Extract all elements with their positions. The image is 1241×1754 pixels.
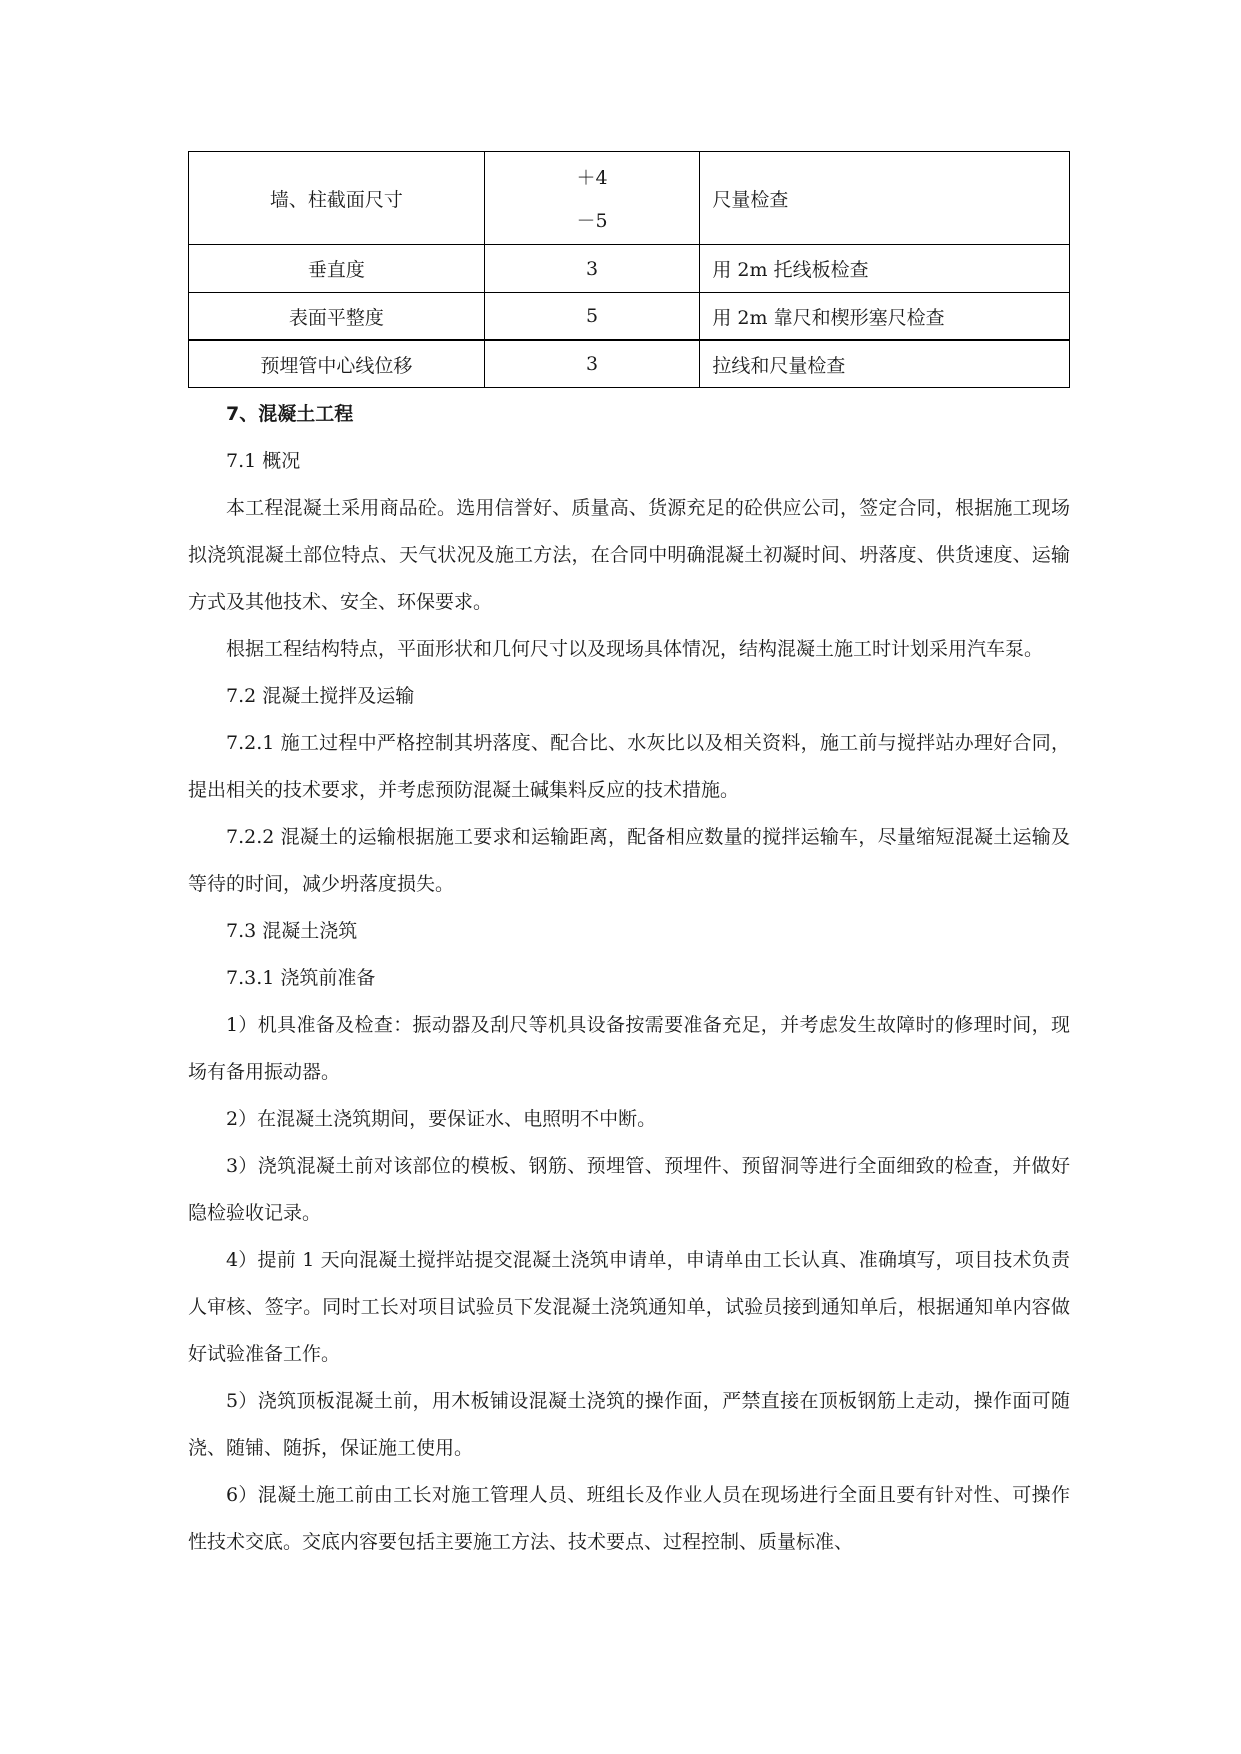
list-item: 3）浇筑混凝土前对该部位的模板、钢筋、预埋管、预埋件、预留洞等进行全面细致的检查，并做好隐检验收记录。: [188, 1155, 1070, 1224]
item-cell: 预埋管中心线位移: [189, 340, 485, 388]
deviation-cell: 5: [484, 293, 700, 341]
table-row: [189, 340, 1070, 388]
deviation-upper: ＋4: [576, 167, 608, 189]
list-item: 2）在混凝土浇筑期间，要保证水、电照明不中断。: [226, 1108, 657, 1130]
method-cell: 用 2m 靠尺和楔形塞尺检查: [700, 293, 1070, 341]
subsection-title: 7.2 混凝土搅拌及运输: [226, 685, 415, 707]
method-cell: 尺量检查: [700, 152, 1070, 245]
item-cell: 垂直度: [189, 245, 485, 293]
paragraph: 根据工程结构特点，平面形状和几何尺寸以及现场具体情况，结构混凝土施工时计划采用汽车泵。: [226, 638, 1044, 660]
deviation-cell: 3: [484, 340, 700, 388]
tolerance-table: [188, 151, 1070, 388]
deviation-cell: [484, 152, 700, 245]
deviation-lower: －5: [576, 210, 608, 232]
paragraph: 本工程混凝土采用商品砼。选用信誉好、质量高、货源充足的砼供应公司，签定合同，根据施工现场拟浇筑混凝土部位特点、天气状况及施工方法，在合同中明确混凝土初凝时间、坍落度、供货速度、运输方式及其他技术、安全、环保要求。: [188, 497, 1070, 613]
subsection-title: 7.1 概况: [226, 450, 301, 472]
table-row: [189, 293, 1070, 341]
method-cell: 用 2m 托线板检查: [700, 245, 1070, 293]
paragraph: 7.2.1 施工过程中严格控制其坍落度、配合比、水灰比以及相关资料，施工前与搅拌站办理好合同，提出相关的技术要求，并考虑预防混凝土碱集料反应的技术措施。: [188, 732, 1070, 801]
paragraph: 7.2.2 混凝土的运输根据施工要求和运输距离，配备相应数量的搅拌运输车，尽量缩短混凝土运输及等待的时间，减少坍落度损失。: [188, 826, 1070, 895]
list-item: 4）提前 1 天向混凝土搅拌站提交混凝土浇筑申请单，申请单由工长认真、准确填写，项目技术负责人审核、签字。同时工长对项目试验员下发混凝土浇筑通知单，试验员接到通知单后，根据通知单内容做好试验准备工作。: [188, 1249, 1070, 1365]
method-cell: 拉线和尺量检查: [700, 340, 1070, 388]
table-row: [189, 245, 1070, 293]
section-title: 7、混凝土工程: [226, 403, 354, 425]
list-item: 6）混凝土施工前由工长对施工管理人员、班组长及作业人员在现场进行全面且要有针对性、可操作性技术交底。交底内容要包括主要施工方法、技术要点、过程控制、质量标准、: [188, 1484, 1070, 1553]
item-cell: 表面平整度: [189, 293, 485, 341]
list-item: 5）浇筑顶板混凝土前，用木板铺设混凝土浇筑的操作面，严禁直接在顶板钢筋上走动，操作面可随浇、随铺、随拆，保证施工使用。: [188, 1390, 1070, 1459]
document-body: [188, 391, 1070, 1566]
deviation-cell: 3: [484, 245, 700, 293]
list-item: 1）机具准备及检查：振动器及刮尺等机具设备按需要准备充足，并考虑发生故障时的修理时间，现场有备用振动器。: [188, 1014, 1070, 1083]
table-row: [189, 152, 1070, 245]
item-cell: 墙、柱截面尺寸: [189, 152, 485, 245]
subsection-title: 7.3.1 浇筑前准备: [226, 967, 376, 989]
subsection-title: 7.3 混凝土浇筑: [226, 920, 358, 942]
